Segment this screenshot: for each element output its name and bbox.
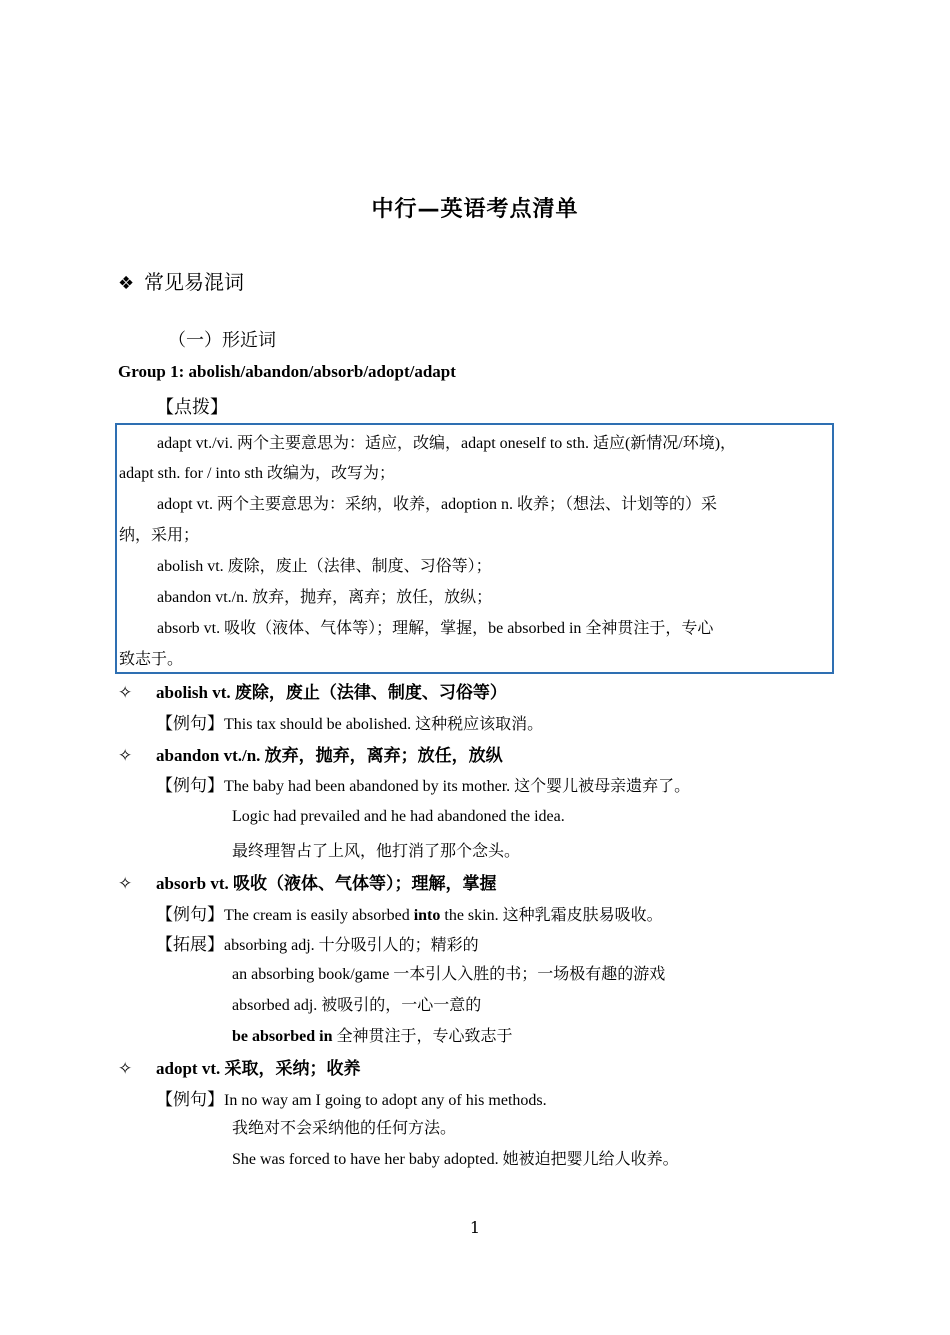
extension-text: 全神贯注于，专心致志于: [332, 1028, 513, 1045]
box-line: adapt vt./vi. 两个主要意思为：适应，改编，adapt oneself to sth. 适应(新情况/环境)，: [157, 435, 737, 452]
entry-abolish-heading: [118, 678, 507, 703]
entry-abandon-heading: [118, 741, 503, 766]
example-text: This tax should be abolished. 这种税应该取消。: [224, 716, 544, 733]
example-keyword: into: [413, 907, 441, 924]
group-heading: Group 1: abolish/abandon/absorb/adopt/adapt: [118, 362, 456, 381]
entry-headword: abolish vt. 废除，废止（法律、制度、习俗等）: [156, 683, 507, 702]
box-line: 纳，采用；: [119, 527, 200, 544]
box-line: adopt vt. 两个主要意思为：采纳，收养，adoption n. 收养；（想法、计划等的）采: [157, 496, 717, 513]
entry-adopt-heading: [118, 1054, 360, 1079]
example-text: The baby had been abandoned by its mother. 这个婴儿被母亲遗弃了。: [224, 778, 691, 795]
extension-phrase: [232, 1023, 512, 1046]
star-bullet-icon: ✧: [118, 874, 133, 894]
tip-label: 【点拨】: [156, 397, 228, 418]
subsection-heading: （一）形近词: [168, 330, 276, 351]
box-line: abandon vt./n. 放弃，抛弃，离弃；放任，放纵；: [157, 589, 493, 606]
box-line: 致志于。: [119, 651, 184, 668]
example-zh: 最终理智占了上风，他打消了那个念头。: [232, 843, 521, 860]
example-tag: 【例句】: [156, 1090, 224, 1110]
diamond-bullet-icon: ❖: [118, 273, 135, 294]
example-en: Logic had prevailed and he had abandoned the idea.: [232, 808, 565, 825]
extension-text: absorbed adj. 被吸引的，一心一意的: [232, 997, 482, 1014]
example-text: She was forced to have her baby adopted. 她被迫把婴儿给人收养。: [232, 1151, 679, 1168]
example-text: In no way am I going to adopt any of his methods.: [224, 1092, 547, 1109]
extension-text: an absorbing book/game 一本引人入胜的书；一场极有趣的游戏: [232, 966, 666, 983]
example-line: [156, 771, 690, 796]
page-title: 中行—英语考点清单: [371, 197, 579, 222]
example-tag: 【例句】: [156, 776, 224, 796]
extension-text: absorbing adj. 十分吸引人的；精彩的: [224, 937, 479, 954]
star-bullet-icon: ✧: [118, 746, 133, 766]
box-line: absorb vt. 吸收（液体、气体等）；理解，掌握，be absorbed in 全神贯注于，专心: [157, 620, 714, 637]
example-text: The cream is easily absorbed: [224, 907, 414, 924]
extension-tag: 【拓展】: [156, 935, 224, 955]
example-tag: 【例句】: [156, 714, 224, 734]
extension-keyword: be absorbed in: [232, 1028, 333, 1045]
entry-headword: absorb vt. 吸收（液体、气体等）；理解，掌握: [156, 874, 497, 893]
box-line: adapt sth. for / into sth 改编为，改写为；: [119, 465, 395, 482]
page-number: 1: [469, 1218, 481, 1237]
star-bullet-icon: ✧: [118, 683, 133, 703]
tip-box: [115, 423, 834, 674]
section-heading: [118, 266, 244, 295]
example-line: [156, 1085, 547, 1110]
entry-headword: abandon vt./n. 放弃，抛弃，离弃；放任，放纵: [156, 746, 503, 765]
example-text: the skin. 这种乳霜皮肤易吸收。: [440, 907, 663, 924]
example-zh: 我绝对不会采纳他的任何方法。: [232, 1120, 457, 1137]
box-line: abolish vt. 废除，废止（法律、制度、习俗等）；: [157, 558, 492, 575]
extension-line: [156, 930, 479, 955]
example-tag: 【例句】: [156, 905, 224, 925]
example-line: [156, 709, 543, 734]
example-line: [156, 900, 663, 925]
section-label: 常见易混词: [144, 270, 244, 294]
entry-headword: adopt vt. 采取，采纳；收养: [156, 1059, 361, 1078]
star-bullet-icon: ✧: [118, 1059, 133, 1079]
entry-absorb-heading: [118, 869, 496, 894]
